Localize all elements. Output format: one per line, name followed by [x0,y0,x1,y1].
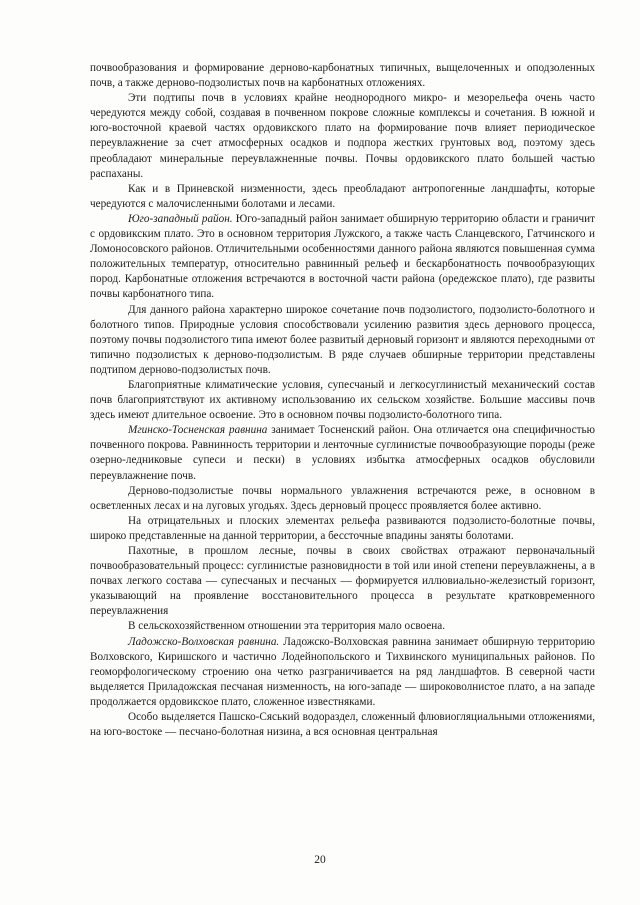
paragraph [90,619,595,634]
paragraph-text: Благоприятные климатические условия, супесчаный и легкосуглинистый механический состав почв благоприятствуют их активному использованию их сельском хозяйстве. Большие массивы почв здесь имеют длительное освоение. Это в основном почвы подзолисто-болотного типа. [90,378,595,422]
paragraph [90,710,595,740]
paragraph [90,378,595,423]
paragraph [90,423,595,483]
paragraph-text: На отрицательных и плоских элементах рельефа развиваются подзолисто-болотные почвы, широко представленные на данной территории, а бессточные впадины заняты болотами. [90,514,595,542]
paragraph [90,212,595,303]
paragraph [90,635,595,710]
paragraph-text: Для данного района характерно широкое сочетание почв подзолистого, подзолисто-болотного и болотного типов. Природные условия способствовали усилению развития здесь дернового процесса, поэтому почвы подзолистого типа имеют более развитый дерновый горизонт и являются переходными от типично подзолистых к дерново-подзолистым. В ряде случаев обширные территории представлены подтипом дерново-подзолистых почв. [90,303,595,376]
paragraph [90,303,595,378]
body-text [90,61,595,740]
paragraph-lead: Юго-западный район. [128,212,233,225]
paragraph-text: Пахотные, в прошлом лесные, почвы в своих свойствах отражают первоначальный почвообразовательный процесс: суглинистые разновидности в той или иной степени переувлажнены, а в почвах легкого состава — супесчаных и песчаных — формируется иллювиально-железистый горизонт, указывающий на проявление восстановительного процесса в результате кратковременного переувлажнения [90,545,595,618]
paragraph [90,544,595,619]
paragraph-text: Особо выделяется Пашско-Сяський водораздел, сложенный флювиогляциальными отложениями, на юго-востоке — песчано-болотная низина, а вся основная центральная [90,711,595,739]
paragraph-text: Эти подтипы почв в условиях крайне неоднородного микро- и мезорельефа очень часто чередуются между собой, создавая в почвенном покрове сложные комплексы и сочетания. В южной и юго-восточной краевой частях ордовикского плато на формирование почв влияет периодическое переувлажнение за счет атмосферных осадков и подпора жестких грунтовых вод, поэтому здесь преобладают минеральные переувлажненные почвы. Почвы ордовикского плато большей частью распаханы. [90,92,595,180]
paragraph [90,91,595,182]
paragraph-text: почвообразования и формирование дерново-карбонатных типичных, выщелоченных и оподзоленных почв, а также дерново-подзолистых почв на карбонатных отложениях. [90,62,595,90]
paragraph [90,61,595,91]
page-number: 20 [314,854,326,866]
paragraph-text: занимает Тосненский район. Она отличается она специфичностью почвенного покрова. Равнинность территории и ленточные суглинистые почвообразующие породы (реже озерно-ледниковые супеси и пески) в условиях избытка атмосферных осадков обусловили переувлажнение почв. [90,424,595,482]
paragraph [90,484,595,514]
paragraph-text: Как и в Приневской низменности, здесь преобладают антропогенные ландшафты, которые чередуются с малочисленными болотами и лесами. [90,182,595,210]
paragraph-lead: Мгинско-Тосненская равнина [128,424,268,437]
paragraph-text: Ладожско-Волховская равнина занимает обширную территорию Волховского, Киришского и частично Лодейнопольского и Тихвинского муниципальных районов. По геоморфологическому строению она четко разграничивается на ряд ландшафтов. В северной части выделяется Приладожская песчаная низменность, на юго-западе — широковолнистое плато, а на западе продолжается ордовикское плато, сложенное известняками. [90,635,595,708]
paragraph-text: Юго-западный район занимает обширную территорию области и граничит с ордовикским плато. Это в основном территория Лужского, а также часть Сланцевского, Гатчинского и Ломоносовского районов. Отличительными особенностями данного района являются повышенная сумма положительных температур, относительно равнинный рельеф и бескарбонатность почвообразующих пород. Карбонатные отложения встречаются в восточной части района (оредежское плато), где развиты почвы карбонатного типа. [90,212,595,301]
paragraph [90,182,595,212]
paragraph-text: В сельскохозяйственном отношении эта территория мало освоена. [128,620,446,633]
paragraph [90,514,595,544]
paragraph-text: Дерново-подзолистые почвы нормального увлажнения встречаются реже, в основном в осветленных лесах и на луговых угодьях. Здесь дерновый процесс проявляется более активно. [90,484,595,512]
paragraph-lead: Ладожско-Волховская равнина. [128,635,280,648]
